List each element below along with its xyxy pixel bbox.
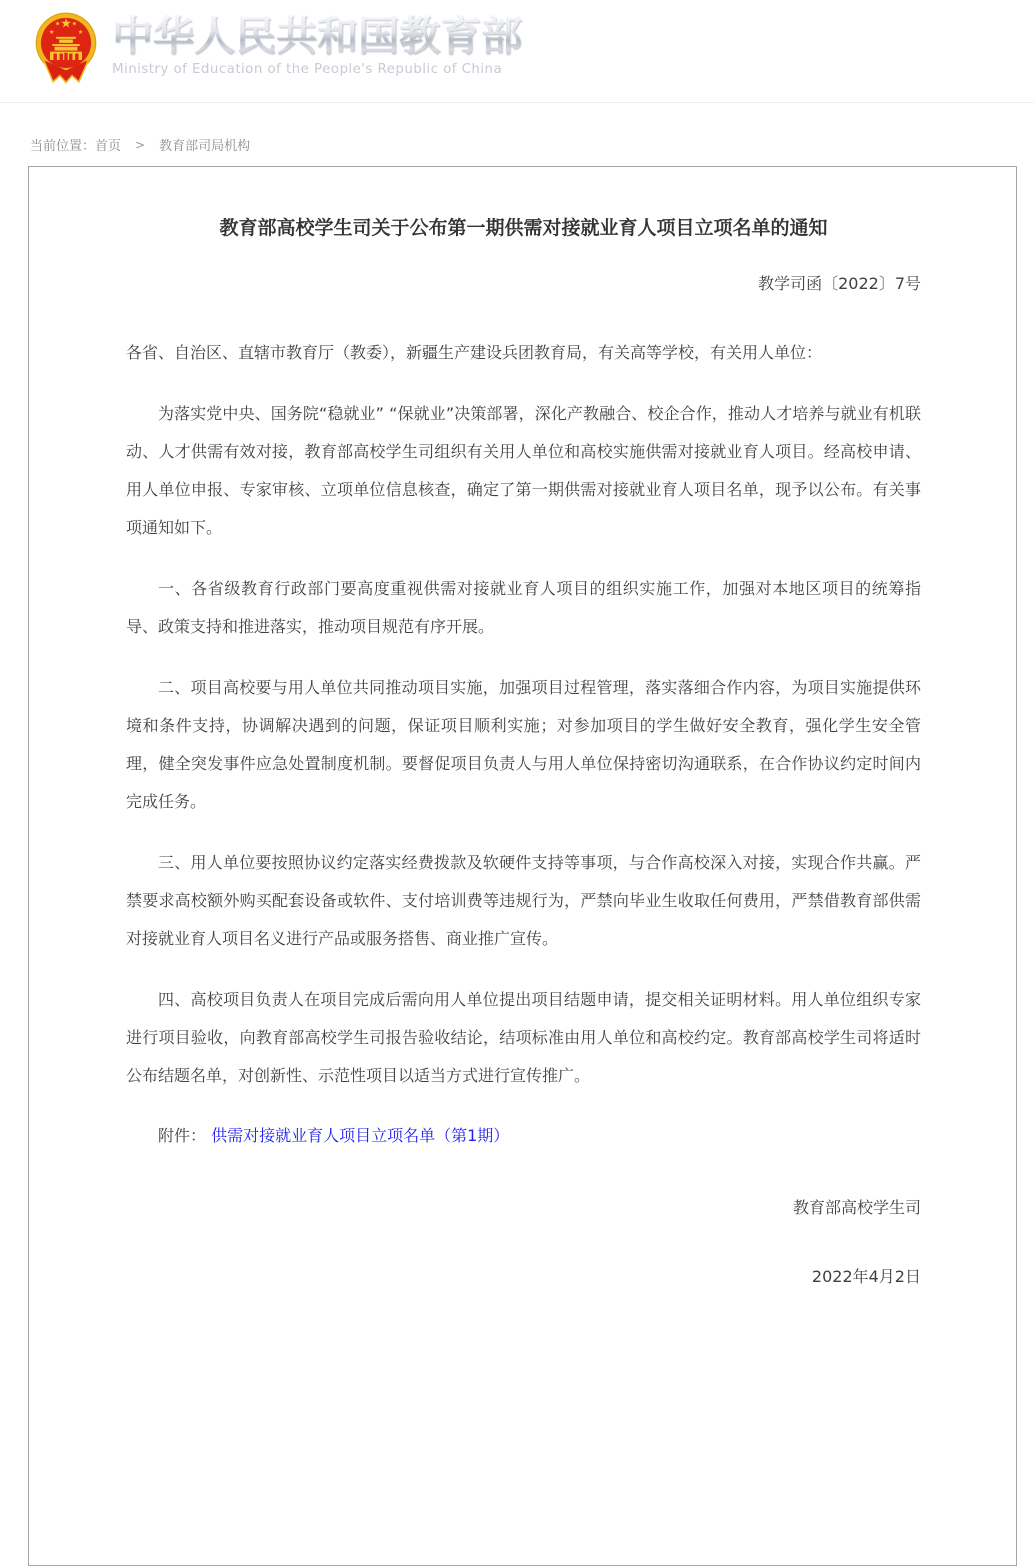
logo-text — [112, 6, 522, 92]
document-body — [29, 167, 1016, 1287]
paragraph-item-3: 三、用人单位要按照协议约定落实经费拨款及软硬件支持等事项，与合作高校深入对接，实现合作共赢。严禁要求高校额外购买配套设备或软件、支付培训费等违规行为，严禁向毕业生收取任何费用，严禁借教育部供需对接就业育人项目名义进行产品或服务搭售、商业推广宣传。 — [126, 853, 921, 948]
svg-text:★: ★ — [71, 20, 78, 28]
svg-text:★: ★ — [77, 28, 84, 36]
svg-text:★: ★ — [60, 16, 72, 32]
breadcrumb-current-link[interactable]: 教育部司局机构 — [159, 139, 251, 154]
paragraph-item-2: 二、项目高校要与用人单位共同推动项目实施，加强项目过程管理，落实落细合作内容，为项目实施提供环境和条件支持，协调解决遇到的问题，保证项目顺利实施；对参加项目的学生做好安全教育，强化学生安全管理，健全突发事件应急处置制度机制。要督促项目负责人与用人单位保持密切沟通联系，在合作协议约定时间内完成任务。 — [126, 678, 921, 811]
site-title-en: Ministry of Education of the People's Republic of China — [112, 61, 503, 78]
issuing-department: 教育部高校学生司 — [792, 1198, 921, 1217]
site-logo[interactable] — [28, 6, 522, 92]
document-number: 教学司函〔2022〕7号 — [758, 274, 921, 293]
chevron-right-icon: > — [135, 137, 146, 152]
breadcrumb-home-link[interactable]: 首页 — [95, 139, 122, 154]
salutation: 各省、自治区、直辖市教育厅（教委），新疆生产建设兵团教育局，有关高等学校，有关用人单位： — [126, 343, 823, 362]
attachment-line — [126, 1117, 921, 1155]
national-emblem-icon — [28, 6, 104, 92]
attachment-label: 附件： — [158, 1126, 207, 1145]
site-title-cn: 中华人民共和国教育部 — [112, 12, 522, 60]
paragraph-intro: 为落实党中央、国务院“稳就业” “保就业”决策部署，深化产教融合、校企合作，推动人才培养与就业有机联动、人才供需有效对接，教育部高校学生司组织有关用人单位和高校实施供需对接就业育人项目。经高校申请、用人单位申报、专家审核、立项单位信息核查，确定了第一期供需对接就业育人项目名单，现予以公布。有关事项通知如下。 — [126, 404, 921, 537]
svg-text:★: ★ — [54, 20, 61, 28]
paragraph-item-1: 一、各省级教育行政部门要高度重视供需对接就业育人项目的组织实施工作，加强对本地区项目的统筹指导、政策支持和推进落实，推动项目规范有序开展。 — [126, 579, 921, 636]
paragraph-item-4: 四、高校项目负责人在项目完成后需向用人单位提出项目结题申请，提交相关证明材料。用人单位组织专家进行项目验收，向教育部高校学生司报告验收结论，结项标准由用人单位和高校约定。教育部高校学生司将适时公布结题名单，对创新性、示范性项目以适当方式进行宣传推广。 — [126, 990, 921, 1085]
document-date: 2022年4月2日 — [811, 1267, 921, 1286]
breadcrumb — [30, 135, 1034, 154]
attachment-link[interactable]: 供需对接就业育人项目立项名单（第1期） — [211, 1126, 510, 1145]
document-panel — [28, 166, 1017, 1566]
document-title: 教育部高校学生司关于公布第一期供需对接就业育人项目立项名单的通知 — [219, 217, 828, 239]
site-header — [0, 0, 1034, 103]
breadcrumb-label: 当前位置： — [30, 139, 96, 154]
svg-text:★: ★ — [48, 28, 55, 36]
